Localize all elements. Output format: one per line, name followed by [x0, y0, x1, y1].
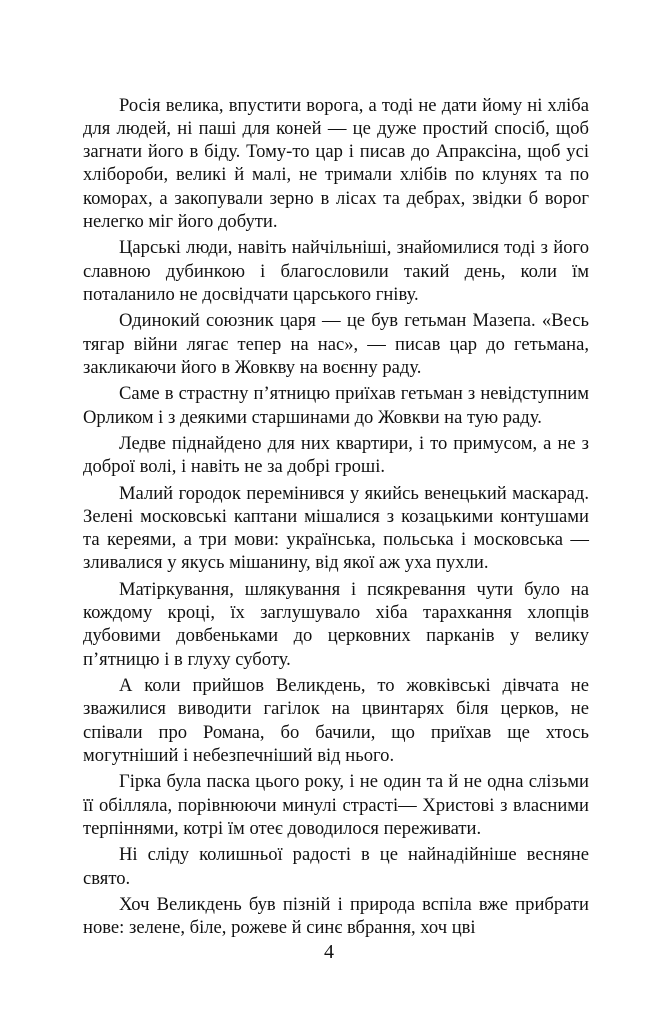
- paragraph: Одинокий союзник царя — це був гетьман Мазепа. «Весь тягар війни лягає тепер на нас», — писав цар до гетьмана, закликаючи його в Жовкву на воєнну раду.: [83, 310, 589, 378]
- paragraph: Гірка була паска цього року, і не один та й не одна слізьми її обілляла, порівнюючи минулі страсті— Христові з власними терпіннями, котрі їм отеє доводилося переживати.: [83, 771, 589, 839]
- paragraph: Ледве піднайдено для них квартири, і то примусом, а не з доброї волі, і навіть не за добрі гроші.: [83, 433, 589, 478]
- paragraph: Росія велика, впустити ворога, а тоді не дати йому ні хліба для людей, ні паші для коней — це дуже простий спосіб, щоб загнати його в біду. Тому-то цар і писав до Апраксіна, щоб усі хлібороби, великі й малі, не тримали хлібів по клунях та по коморах, а закопували зерно в лісах та дебрах, звідки б ворог нелегко міг його добути.: [83, 95, 589, 232]
- page-number: 4: [324, 941, 334, 963]
- paragraph: Царські люди, навіть найчільніші, знайомилися тоді з його славною дубинкою і благословили такий день, коли їм поталанило не досвідчати царського гніву.: [83, 237, 589, 305]
- paragraph: Саме в страстну п’ятницю приїхав гетьман з невідступним Орликом і з деякими старшинами до Жовкви на тую раду.: [83, 383, 589, 428]
- paragraph: Малий городок перемінився у якийсь венецький маскарад. Зелені московські каптани мішалися з козацькими контушами та кереями, а три мови: українська, польська і московська — зливалися у якусь мішанину, від якої аж уха пухли.: [83, 483, 589, 574]
- paragraph: Хоч Великдень був пізній і природа вспіла вже прибрати нове: зелене, біле, рожеве й синє вбрання, хоч цві: [83, 894, 589, 939]
- paragraph: Ні сліду колишньої радості в це найнадійніше весняне свято.: [83, 844, 589, 889]
- paragraph: Матіркування, шлякування і псякревання чути було на кождому кроці, їх заглушувало хіба тарахкання хлопців дубовими довбеньками до церковних парканів у велику п’ятницю і в глуху суботу.: [83, 579, 589, 670]
- body-text: [83, 94, 589, 943]
- paragraph: А коли прийшов Великдень, то жовківські дівчата не зважилися виводити гагілок на цвинтарях біля церков, не співали про Романа, бо бачили, що приїхав ще хтось могутніший і небезпечніший від нього.: [83, 675, 589, 766]
